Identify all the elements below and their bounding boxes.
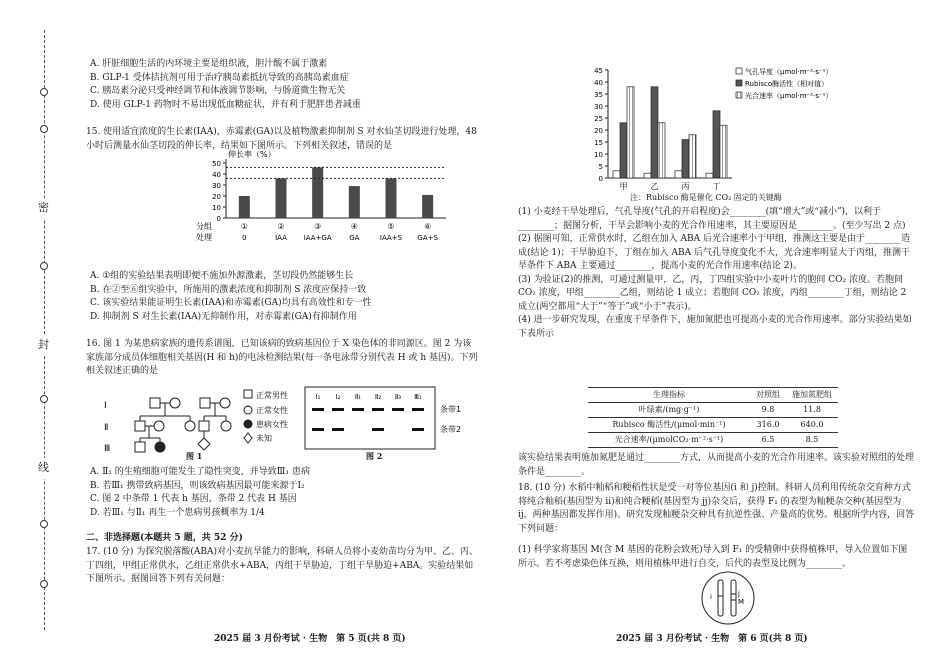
band-2 bbox=[332, 428, 344, 431]
table-cell: 8.5 bbox=[786, 433, 838, 448]
normal-female-symbol bbox=[220, 398, 230, 408]
previous-question-options bbox=[90, 58, 480, 112]
chromosome-right bbox=[731, 580, 736, 616]
bar bbox=[682, 140, 689, 178]
group-label: ② bbox=[277, 222, 285, 231]
group-label: ⑥ bbox=[424, 222, 432, 231]
legend-normal-male: 正常男性 bbox=[256, 391, 288, 400]
unknown-symbol bbox=[198, 438, 210, 450]
bar bbox=[689, 135, 696, 178]
generation-label: Ⅱ bbox=[104, 423, 109, 433]
question-16-options bbox=[90, 466, 480, 520]
y-tick-label: 40 bbox=[594, 79, 603, 87]
binding-circle bbox=[40, 125, 48, 133]
table-cell: 叶绿素/(mg·g⁻¹) bbox=[588, 403, 750, 418]
category-label: 乙 bbox=[650, 182, 659, 191]
binding-circle bbox=[40, 520, 48, 528]
legend-unknown-icon bbox=[244, 433, 252, 443]
table-row bbox=[588, 433, 838, 448]
lane-label: Ⅱ₁ bbox=[354, 393, 362, 401]
y-tick-label: 20 bbox=[594, 127, 603, 135]
gene-j-label: j bbox=[738, 590, 740, 598]
generation-label: Ⅲ bbox=[104, 444, 111, 454]
treatment-label: GA+S bbox=[417, 234, 438, 242]
option-c: C. 图 2 中条带 1 代表 h 基因，条带 2 代表 H 基因 bbox=[90, 494, 297, 504]
normal-female-symbol bbox=[221, 421, 231, 431]
binding-char-xian: 线 bbox=[38, 458, 49, 479]
normal-female-symbol bbox=[185, 421, 195, 431]
normal-male-symbol bbox=[150, 398, 160, 408]
bar bbox=[620, 123, 627, 178]
bar bbox=[627, 87, 634, 178]
lane-label: Ⅱ₂ bbox=[374, 393, 382, 401]
y-tick-label: 50 bbox=[212, 160, 221, 168]
table-cell: 光合速率/(μmolCO₂·m⁻²·s⁻¹) bbox=[588, 433, 750, 448]
normal-male-symbol bbox=[135, 421, 145, 431]
question-18-part-1: (1) 科学家将基因 M(含 M 基因的花粉会致死)导入到 F₁ 的受精卵中获得植株甲，导入位置如下图所示。若不考虑染色体互换，则用植株甲进行自交，后代的表型及比例为________。 bbox=[518, 545, 908, 569]
y-tick-label: 25 bbox=[594, 115, 603, 123]
legend-unknown: 未知 bbox=[256, 434, 272, 443]
bar bbox=[422, 195, 433, 218]
question-15-options bbox=[90, 270, 480, 324]
bar bbox=[349, 186, 360, 218]
option-c: C. 胰岛素分泌只受神经调节和体液调节影响，与肠道微生物无关 bbox=[90, 86, 346, 96]
option-b: B. 若Ⅲ₁ 携带致病基因，则该致病基因最可能来源于Ⅰ₂ bbox=[90, 480, 305, 491]
affected-female-symbol bbox=[155, 442, 165, 452]
band-1-label: 条带1 bbox=[440, 405, 462, 414]
chart-17 bbox=[584, 60, 914, 206]
y-tick-label: 45 bbox=[594, 67, 603, 75]
section-heading: 二、非选择题(本题共 5 题，共 52 分) bbox=[86, 533, 243, 543]
legend-affected-female-icon bbox=[244, 420, 252, 428]
bar bbox=[675, 171, 682, 178]
question-17-part-3: (3) 为验证(2)的推测，可通过测量甲，乙，丙，丁四组实验中小麦叶片的胞间 CO₂ 浓度。若胞间 CO₂ 浓度，甲组________乙组，则结论 1 成立；若胞间 CO₂ 浓度，丙组________丁组，则结论 2 成立(两空都用“大于”“等于”或“小于”表示)。 bbox=[518, 274, 907, 312]
group-row-label: 分组 bbox=[196, 222, 212, 231]
option-a: A. Ⅱ₁ 的生殖细胞可能发生了隐性突变，并导致Ⅲ₁ 患病 bbox=[90, 467, 310, 477]
table-cell: 640.0 bbox=[786, 418, 838, 433]
group-label: ④ bbox=[350, 222, 358, 231]
pedigree-figure-1 bbox=[104, 388, 304, 464]
treatment-label: GA bbox=[349, 234, 360, 242]
chart-17-note: 注：Rubisco 酶是催化 CO₂ 固定的关键酶 bbox=[630, 193, 782, 202]
normal-female-symbol bbox=[170, 398, 180, 408]
question-17-part-4: (4) 进一步研究发现，在重度干旱条件下，施加氮肥也可提高小麦的光合作用速率。部分实验结果如下表所示 bbox=[518, 315, 912, 339]
bar bbox=[658, 123, 665, 178]
band-1 bbox=[372, 408, 384, 411]
category-label: 丙 bbox=[681, 182, 690, 191]
band-1 bbox=[412, 408, 424, 411]
bar bbox=[651, 87, 658, 178]
bar bbox=[706, 173, 713, 178]
chromosome-diagram bbox=[698, 568, 758, 628]
y-tick-label: 0 bbox=[598, 175, 603, 183]
page-footer-right: 2025 届 3 月份考试 · 生物 第 6 页(共 8 页) bbox=[616, 634, 808, 644]
y-tick-label: 5 bbox=[598, 163, 603, 171]
bar bbox=[239, 196, 250, 218]
treatment-label: IAA+GA bbox=[303, 234, 332, 242]
option-b: B. 在②至⑥组实验中，所施用的激素浓度和抑制剂 S 浓度应保持一致 bbox=[90, 284, 367, 295]
legend-swatch bbox=[736, 92, 742, 98]
table-cell: 11.8 bbox=[786, 403, 838, 418]
band-1 bbox=[332, 408, 344, 411]
binding-dashed-line bbox=[44, 30, 45, 630]
generation-label: Ⅰ bbox=[104, 401, 107, 411]
table-cell: 6.5 bbox=[750, 433, 786, 448]
gene-i-label: i bbox=[710, 593, 712, 601]
bar bbox=[613, 171, 620, 178]
legend-swatch bbox=[736, 68, 742, 74]
binding-margin bbox=[0, 0, 82, 654]
binding-char-mi: 密 bbox=[38, 198, 49, 219]
table-row bbox=[588, 403, 838, 418]
legend-normal-male-icon bbox=[244, 390, 252, 398]
table-header: 对照组 bbox=[750, 388, 786, 403]
option-d: D. 抑制剂 S 对生长素(IAA)无抑制作用，对赤霉素(GA)有抑制作用 bbox=[90, 311, 357, 322]
y-tick-label: 0 bbox=[216, 215, 221, 223]
y-tick-label: 35 bbox=[594, 91, 603, 99]
legend-normal-female-icon bbox=[244, 406, 252, 414]
chart-15 bbox=[194, 150, 464, 266]
chromosome-left bbox=[718, 580, 723, 616]
table-cell: 316.0 bbox=[750, 418, 786, 433]
table-row bbox=[588, 418, 838, 433]
legend-affected-female: 患病女性 bbox=[256, 420, 288, 429]
option-d: D. 使用 GLP-1 药物时不易出现低血糖症状，并有利于肥胖患者减重 bbox=[90, 99, 361, 110]
bar bbox=[386, 178, 397, 218]
table-header: 生理指标 bbox=[588, 388, 750, 403]
table-header: 施加氮肥组 bbox=[786, 388, 838, 403]
bar bbox=[720, 125, 727, 178]
y-tick-label: 40 bbox=[212, 171, 221, 179]
question-16-stem: 16. 图 1 为某患病家族的遗传系谱图，已知该病的致病基因位于 X 染色体的非同源区。图 2 为该家族部分成员体细胞相关基因(H 和 h)的电泳检测结果(每一条电泳带分别代表 H 或 h 基因)。下列相关叙述正确的是 bbox=[86, 339, 478, 376]
option-c: C. 该实验结果能证明生长素(IAA)和赤霉素(GA)均具有高效性和专一性 bbox=[90, 298, 372, 308]
page-footer-left: 2025 届 3 月份考试 · 生物 第 5 页(共 8 页) bbox=[214, 634, 406, 644]
y-tick-label: 15 bbox=[594, 139, 603, 147]
legend-entry: 气孔导度（μmol·m⁻²·s⁻¹） bbox=[745, 68, 833, 76]
question-17-stem: 17. (10 分) 为探究脱落酸(ABA)对小麦抗旱能力的影响，科研人员将小麦幼苗均分为甲、乙、丙、丁四组，甲组正常供水，乙组正常供水+ABA，丙组干旱胁迫，丁组干旱胁迫+ABA。实验结果如下图所示。据图回答下列有关问题： bbox=[86, 547, 479, 584]
binding-circle bbox=[40, 580, 48, 588]
legend-entry: Rubisco酶活性（相对值） bbox=[745, 80, 829, 88]
question-18-stem: 18. (10 分) 水稻中籼稻和粳稻性状是受一对等位基因(i 和 j)控制。科研人员利用传统杂交育种方式将纯合籼稻(基因型为 ii)和纯合粳稻(基因型为 jj)杂交后，获得 F₁ 的表型为籼粳杂交种(基因型为 ij，两种基因都发挥作用)。研究发现籼粳杂交种具有抗逆性强、产量高的优势。根据所学内容，回答下列问题： bbox=[518, 483, 915, 534]
binding-circle bbox=[40, 262, 48, 270]
y-tick-label: 30 bbox=[594, 103, 603, 111]
option-d: D. 若Ⅲ₁ 与Ⅱ₁ 再生一个患病男孩概率为 1/4 bbox=[90, 507, 265, 518]
question-17-tail: 该实验结果表明施加氮肥是通过________方式，从而提高小麦的光合作用速率。该实验对照组的处理条件是________。 bbox=[518, 453, 915, 477]
option-b: B. GLP-1 受体拮抗剂可用于治疗胰岛素抵抗导致的高胰岛素血症 bbox=[90, 72, 349, 83]
band-2 bbox=[312, 428, 324, 431]
option-a: A. ①组的实验结果表明即便不施加外源激素，茎切段仍然能够生长 bbox=[90, 271, 354, 281]
legend-entry: 光合速率（μmol·m⁻²·s⁻¹） bbox=[745, 92, 833, 100]
lane-label: Ⅱ₃ bbox=[394, 393, 402, 401]
question-17-part-2: (2) 据图可知，正常供水时，乙组在加入 ABA 后光合速率小于甲组，推测这主要是由于________造成(结论 1)；干旱胁迫下，丁组在加入 ABA 后气孔导度变化不大，光合速率明显大于丙组，推测干旱条件下 ABA 主要通过________，提高小麦的光合作用速率(结论 2)。 bbox=[518, 234, 910, 271]
legend-swatch bbox=[736, 80, 742, 86]
lane-label: Ⅰ₁ bbox=[315, 393, 321, 401]
y-tick-label: 30 bbox=[212, 182, 221, 190]
normal-male-symbol bbox=[135, 442, 145, 452]
lane-label: Ⅰ₂ bbox=[335, 393, 341, 401]
figure-2-caption: 图 2 bbox=[366, 451, 383, 461]
y-tick-label: 10 bbox=[212, 204, 221, 212]
bar bbox=[276, 178, 287, 218]
band-1 bbox=[312, 408, 324, 411]
gene-m-label: M bbox=[738, 598, 745, 606]
y-tick-label: 20 bbox=[212, 193, 221, 201]
figure-1-caption: 图 1 bbox=[186, 451, 203, 461]
treatment-label: 0 bbox=[242, 234, 247, 242]
lane-label: Ⅲ₁ bbox=[414, 393, 422, 401]
binding-char-feng: 封 bbox=[38, 335, 49, 356]
table-header-row bbox=[588, 388, 838, 403]
treatment-label: IAA+S bbox=[379, 234, 403, 242]
group-label: ① bbox=[240, 222, 248, 231]
normal-male-symbol bbox=[199, 421, 209, 431]
legend-normal-female: 正常女性 bbox=[256, 406, 288, 415]
treatment-label: IAA bbox=[275, 234, 287, 242]
band-2 bbox=[412, 428, 424, 431]
band-1 bbox=[392, 408, 404, 411]
band-1 bbox=[352, 408, 364, 411]
table-cell: 9.8 bbox=[750, 403, 786, 418]
band-2-label: 条带2 bbox=[440, 425, 462, 434]
question-17-parts bbox=[518, 206, 916, 341]
group-label: ③ bbox=[314, 222, 322, 231]
table-cell: Rubisco 酶活性/(μmol·min⁻¹) bbox=[588, 418, 750, 433]
y-tick-label: 10 bbox=[594, 151, 603, 159]
option-a: A. 肝脏细胞生活的内环境主要是组织液，胆汁酸不属于激素 bbox=[90, 59, 328, 69]
bar bbox=[644, 173, 651, 178]
group-label: ⑤ bbox=[387, 222, 395, 231]
question-17-part-1: (1) 小麦经干旱处理后，气孔导度(气孔的开启程度)会________(填“增大”或“减小”)，以利于________；据图分析，干旱会影响小麦的光合作用速率，其主要原因是________。(至少写出 2 点) bbox=[518, 207, 906, 231]
binding-circle bbox=[40, 395, 48, 403]
y-axis-label: 伸长率（%） bbox=[228, 150, 276, 159]
category-label: 甲 bbox=[619, 182, 628, 191]
nitrogen-data-table bbox=[588, 387, 838, 448]
electrophoresis-figure-2 bbox=[304, 386, 480, 452]
band-2 bbox=[372, 428, 384, 431]
bar bbox=[713, 111, 720, 178]
normal-male-symbol bbox=[200, 398, 210, 408]
normal-female-symbol bbox=[154, 421, 164, 431]
bar bbox=[312, 167, 323, 218]
treatment-row-label: 处理 bbox=[196, 233, 212, 242]
binding-circle bbox=[40, 88, 48, 96]
question-15-stem: 15. 使用适宜浓度的生长素(IAA)，赤霉素(GA)以及植物激素抑制剂 S 对水仙茎切段进行处理，48 小时后测量水仙茎切段的伸长率，结果如下图所示。下列相关叙述，错误的是 bbox=[86, 127, 477, 151]
category-label: 丁 bbox=[712, 182, 721, 191]
